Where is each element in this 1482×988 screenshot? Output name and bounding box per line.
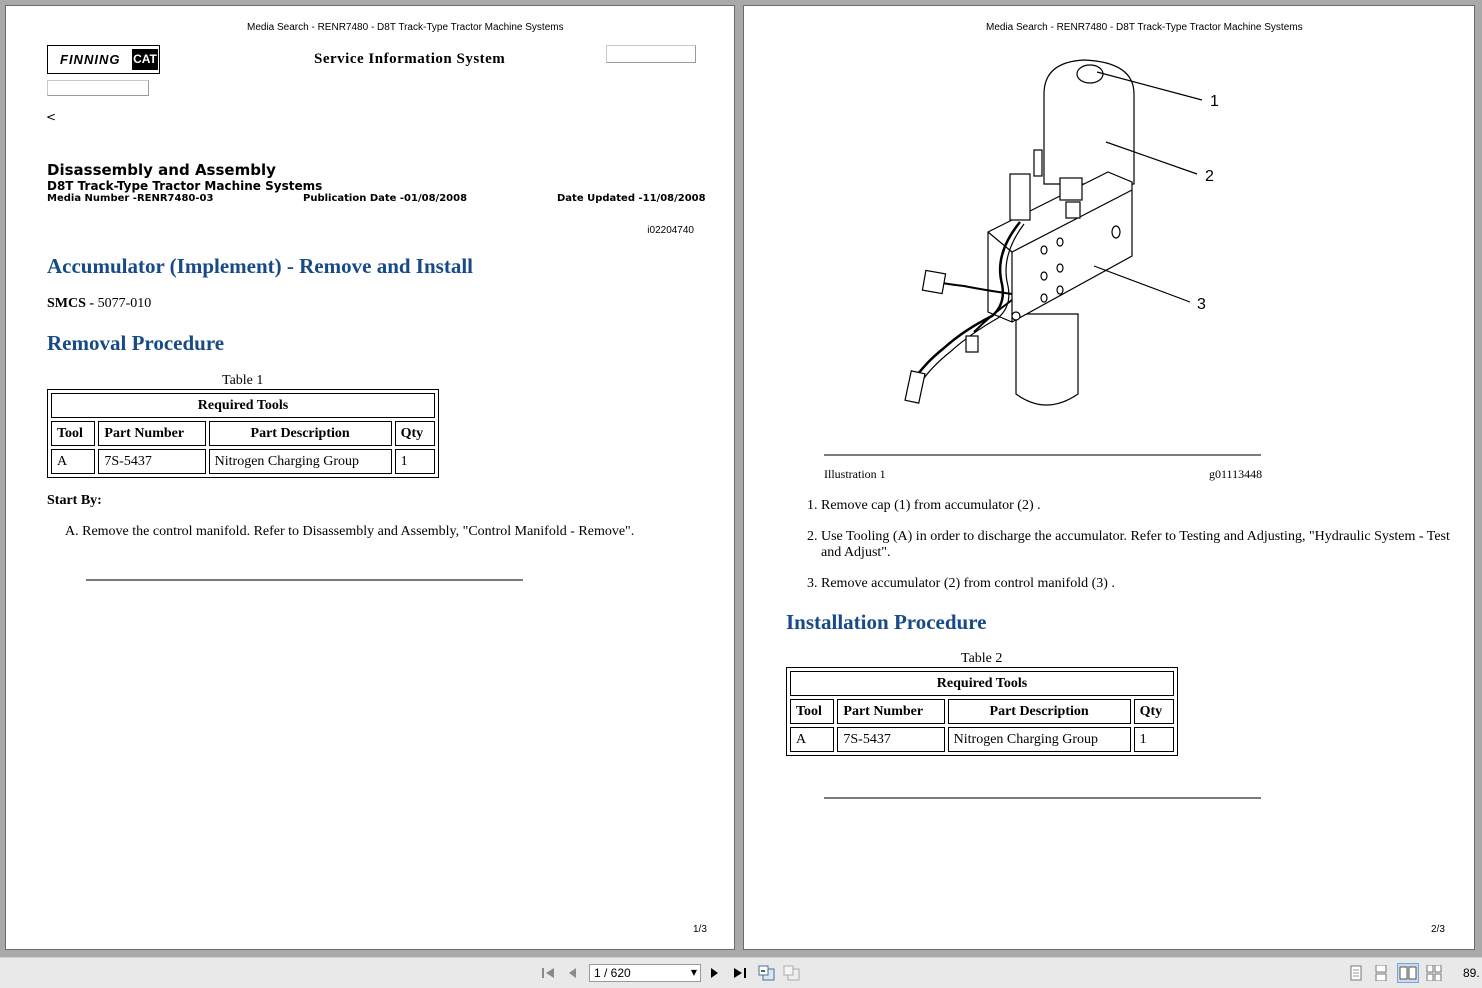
page-number: 2/3 bbox=[1431, 924, 1445, 935]
running-header: Media Search - RENR7480 - D8T Track-Type Tractor Machine Systems bbox=[986, 22, 1303, 33]
column-header-part-description: Part Description bbox=[209, 421, 392, 446]
step-3: 3. Remove accumulator (2) from control manifold (3) . bbox=[807, 576, 1115, 591]
last-page-icon bbox=[733, 967, 747, 979]
step-1: 1. Remove cap (1) from accumulator (2) . bbox=[807, 498, 1041, 513]
cell-part-number: 7S-5437 bbox=[98, 449, 205, 474]
zoom-level[interactable]: 89. bbox=[1463, 966, 1480, 980]
cat-logo-text: CAT bbox=[132, 49, 158, 70]
table-row bbox=[51, 449, 435, 474]
blank-image-button[interactable] bbox=[47, 80, 149, 96]
single-page-view-button[interactable] bbox=[1348, 964, 1364, 982]
previous-view-icon bbox=[758, 965, 776, 981]
column-header-tool: Tool bbox=[51, 421, 95, 446]
start-by-label: Start By: bbox=[47, 493, 102, 508]
table-caption: Table 2 bbox=[961, 651, 1003, 666]
cell-part-description: Nitrogen Charging Group bbox=[209, 449, 392, 474]
page-number: 1/3 bbox=[693, 924, 707, 935]
sis-title: Service Information System bbox=[314, 51, 506, 67]
previous-view-button[interactable] bbox=[758, 964, 776, 982]
column-header-part-number: Part Number bbox=[837, 699, 944, 724]
single-page-icon bbox=[1349, 965, 1363, 981]
illustration-label: Illustration 1 bbox=[824, 467, 886, 481]
date-updated: Date Updated -11/08/2008 bbox=[557, 193, 706, 204]
section-divider bbox=[86, 579, 523, 581]
chevron-down-icon: ▼ bbox=[690, 968, 697, 977]
installation-procedure-heading: Installation Procedure bbox=[786, 610, 987, 634]
callout-1: 1 bbox=[1210, 93, 1219, 110]
next-page-icon bbox=[710, 967, 720, 979]
cell-tool: A bbox=[51, 449, 95, 474]
back-arrow-icon[interactable]: < bbox=[46, 110, 57, 124]
continuous-facing-view-button[interactable] bbox=[1425, 964, 1443, 982]
column-header-part-description: Part Description bbox=[948, 699, 1131, 724]
section-divider bbox=[824, 797, 1261, 799]
last-page-button[interactable] bbox=[732, 964, 748, 982]
previous-page-icon bbox=[567, 967, 577, 979]
callout-3: 3 bbox=[1197, 296, 1206, 313]
column-header-qty: Qty bbox=[395, 421, 435, 446]
cell-qty: 1 bbox=[1134, 727, 1174, 752]
illustration-top-rule bbox=[824, 454, 1261, 456]
first-page-icon bbox=[541, 967, 555, 979]
column-header-part-number: Part Number bbox=[98, 421, 205, 446]
continuous-page-icon bbox=[1374, 965, 1388, 981]
page-number-value: 1 / 620 bbox=[594, 966, 631, 980]
blank-image-button[interactable] bbox=[606, 45, 696, 63]
machine-heading: D8T Track-Type Tractor Machine Systems bbox=[47, 179, 323, 193]
lower-cylinder bbox=[1016, 314, 1078, 405]
cell-part-number: 7S-5437 bbox=[837, 727, 944, 752]
page-number-field[interactable] bbox=[589, 964, 701, 982]
pdf-page-2 bbox=[743, 5, 1475, 950]
step-a: A. Remove the control manifold. Refer to Disassembly and Assembly, "Control Manifold - Remove". bbox=[65, 524, 635, 539]
previous-page-button[interactable] bbox=[565, 964, 579, 982]
cell-part-description: Nitrogen Charging Group bbox=[948, 727, 1131, 752]
next-view-icon bbox=[783, 965, 801, 981]
illustration-id: g01113448 bbox=[1209, 467, 1263, 481]
publication-date: Publication Date -01/08/2008 bbox=[303, 193, 468, 204]
media-number: Media Number -RENR7480-03 bbox=[47, 193, 214, 204]
next-page-button[interactable] bbox=[708, 964, 722, 982]
smcs-line bbox=[47, 296, 151, 312]
smcs-label: SMCS - bbox=[47, 296, 98, 311]
continuous-facing-icon bbox=[1426, 965, 1442, 981]
doc-id: i02204740 bbox=[647, 225, 694, 236]
table-header: Required Tools bbox=[51, 393, 435, 418]
doc-type-heading: Disassembly and Assembly bbox=[47, 161, 276, 179]
column-header-qty: Qty bbox=[1134, 699, 1174, 724]
finning-cat-logo bbox=[47, 45, 160, 74]
required-tools-table bbox=[786, 667, 1178, 756]
first-page-button[interactable] bbox=[540, 964, 556, 982]
running-header: Media Search - RENR7480 - D8T Track-Type Tractor Machine Systems bbox=[247, 22, 564, 33]
facing-pages-view-button[interactable] bbox=[1397, 963, 1419, 983]
facing-pages-icon bbox=[1399, 966, 1417, 980]
finning-logo-text: FINNING bbox=[60, 52, 121, 67]
table-row bbox=[790, 727, 1174, 752]
required-tools-table bbox=[47, 389, 439, 478]
column-header-tool: Tool bbox=[790, 699, 834, 724]
smcs-code: 5077-010 bbox=[97, 296, 152, 311]
next-view-button[interactable] bbox=[783, 964, 801, 982]
continuous-view-button[interactable] bbox=[1373, 964, 1389, 982]
table-caption: Table 1 bbox=[222, 373, 264, 388]
cell-tool: A bbox=[790, 727, 834, 752]
cell-qty: 1 bbox=[395, 449, 435, 474]
removal-procedure-heading: Removal Procedure bbox=[47, 331, 225, 355]
pdf-page-1 bbox=[5, 5, 735, 950]
accumulator-illustration bbox=[894, 54, 1234, 414]
accumulator-cap bbox=[1077, 65, 1103, 83]
callout-2: 2 bbox=[1205, 168, 1214, 185]
viewer-toolbar bbox=[0, 957, 1482, 988]
table-header: Required Tools bbox=[790, 671, 1174, 696]
step-2: 2. Use Tooling (A) in order to discharge the accumulator. Refer to Testing and Adjusting, "Hydraulic System - Test and Adjust". bbox=[807, 529, 1450, 560]
page-title: Accumulator (Implement) - Remove and Install bbox=[47, 254, 473, 278]
